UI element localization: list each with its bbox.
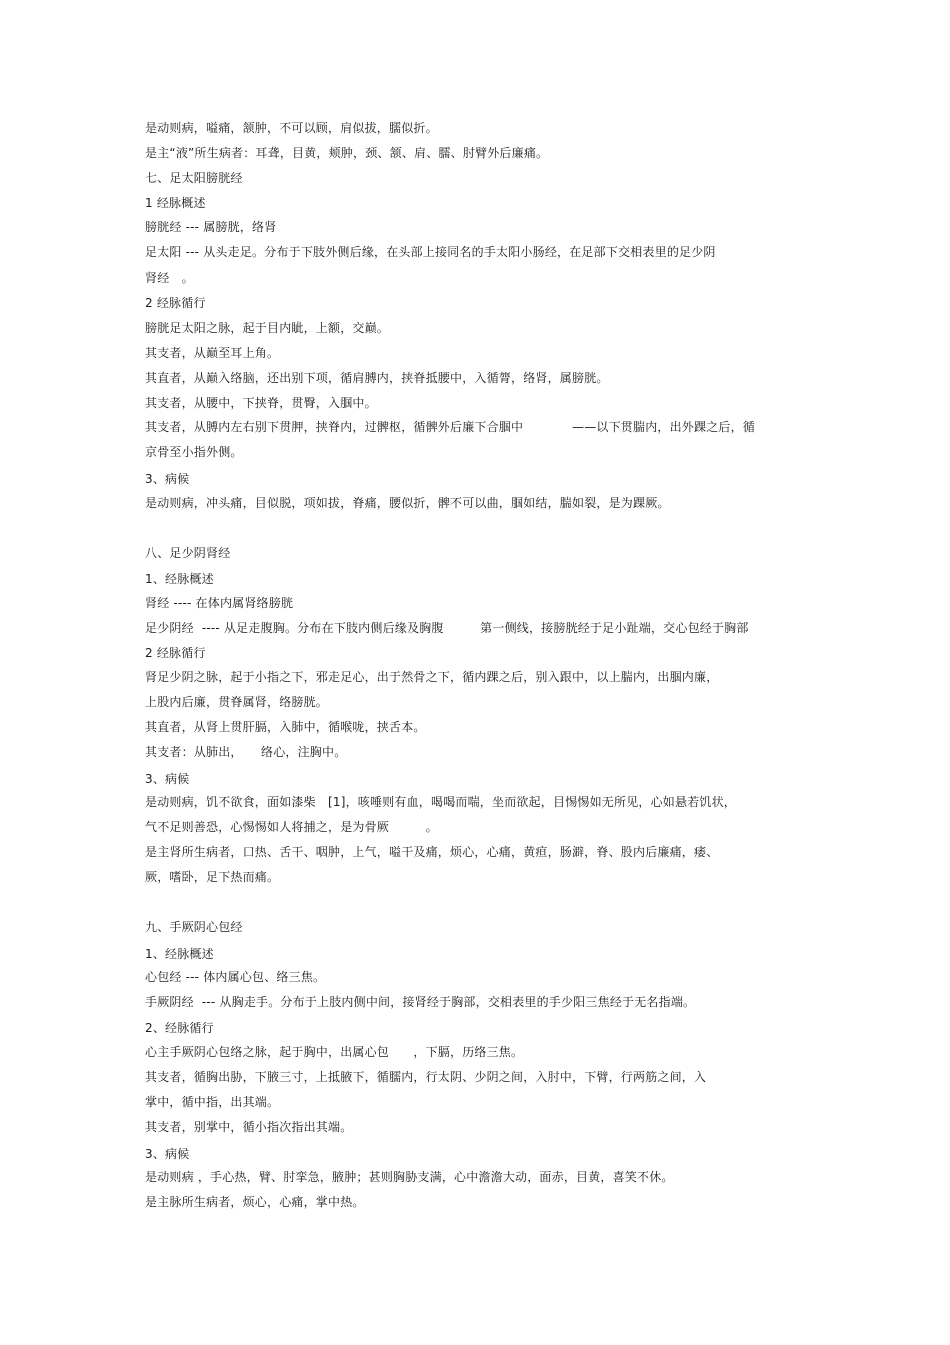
text-line: 心主手厥阴心包络之脉，起于胸中，出属心包 ，下膈，历络三焦。 [145, 1045, 524, 1059]
text-line: 心包经 --- 体内属心包、络三焦。 [145, 970, 326, 984]
text-line: 肾经 。 [145, 271, 194, 285]
text-line: 是动则病，嗌痛，颔肿，不可以顾，肩似拔，臑似折。 [145, 121, 438, 135]
text-line: 膀胱经 --- 属膀胱，络肾 [145, 220, 277, 234]
subsection-heading: 3、病候 [145, 472, 190, 486]
text-line: 足少阴经 ---- 从足走腹胸。分布在下肢内侧后缘及胸腹 第一侧线，接膀胱经于足小趾端，交心包经于胸部 [145, 621, 749, 635]
text-line: 其支者，从膊内左右别下贯胛，挟脊内，过髀枢，循髀外后廉下合腘中 ——以下贯腨内，出外踝之后，循 [145, 420, 756, 434]
text-line: 手厥阴经 --- 从胸走手。分布于上肢内侧中间，接肾经于胸部，交相表里的手少阳三焦经于无名指端。 [145, 995, 696, 1009]
subsection-heading: 1、经脉概述 [145, 947, 214, 961]
text-line: 其支者，从巅至耳上角。 [145, 346, 280, 360]
subsection-heading: 2、经脉循行 [145, 1021, 214, 1035]
text-line: 是主“液”所生病者：耳聋，目黄，颊肿，颈、颔、肩、臑、肘臂外后廉痛。 [145, 146, 549, 160]
text-line: 其支者：从肺出， 络心，注胸中。 [145, 745, 347, 759]
section-heading: 九、手厥阴心包经 [145, 920, 243, 934]
text-line: 肾足少阴之脉，起于小指之下，邪走足心，出于然骨之下，循内踝之后，别入跟中，以上腨内，出腘内廉， [145, 670, 719, 684]
text-line: 是主肾所生病者，口热、舌干、咽肿，上气，嗌干及痛，烦心，心痛，黄疸，肠澼，脊、股内后廉痛，痿、 [145, 845, 719, 859]
text-line: 其支者，别掌中，循小指次指出其端。 [145, 1120, 353, 1134]
subsection-heading: 1 经脉概述 [145, 196, 206, 210]
subsection-heading: 2 经脉循行 [145, 646, 206, 660]
text-line: 肾经 ---- 在体内属肾络膀胱 [145, 596, 294, 610]
text-line: 其直者，从肾上贯肝膈，入肺中，循喉咙，挟舌本。 [145, 720, 426, 734]
text-line: 其直者，从巅入络脑，还出别下项，循肩膊内，挟脊抵腰中，入循膂，络肾，属膀胱。 [145, 371, 609, 385]
section-heading: 七、足太阳膀胱经 [145, 171, 243, 185]
subsection-heading: 2 经脉循行 [145, 296, 206, 310]
subsection-heading: 3、病候 [145, 1147, 190, 1161]
text-line: 京骨至小指外侧。 [145, 445, 243, 459]
text-line: 掌中，循中指，出其端。 [145, 1095, 280, 1109]
text-line: 其支者，从腰中，下挟脊，贯臀，入腘中。 [145, 396, 377, 410]
section-heading: 八、足少阴肾经 [145, 546, 231, 560]
text-line: 气不足则善恐，心惕惕如人将捕之，是为骨厥 。 [145, 820, 438, 834]
text-line: 其支者，循胸出胁，下腋三寸，上抵腋下，循臑内，行太阴、少阴之间，入肘中，下臂，行两筋之间，入 [145, 1070, 707, 1084]
text-line: 是动则病，饥不欲食，面如漆柴 [1]，咳唾则有血，喝喝而喘，坐而欲起，目惕惕如无所见，心如悬若饥状， [145, 795, 737, 809]
text-line: 厥，嗜卧，足下热而痛。 [145, 870, 280, 884]
text-line: 膀胱足太阳之脉，起于目内眦，上额，交巅。 [145, 321, 390, 335]
text-line: 是主脉所生病者，烦心，心痛，掌中热。 [145, 1195, 365, 1209]
text-line: 是动则病 ，手心热，臂、肘挛急，腋肿；甚则胸胁支满，心中澹澹大动，面赤，目黄，喜笑不休。 [145, 1170, 674, 1184]
subsection-heading: 1、经脉概述 [145, 572, 214, 586]
subsection-heading: 3、病候 [145, 772, 190, 786]
text-line: 足太阳 --- 从头走足。分布于下肢外侧后缘，在头部上接同名的手太阳小肠经，在足部下交相表里的足少阴 [145, 245, 716, 259]
text-line: 上股内后廉，贯脊属肾，络膀胱。 [145, 695, 329, 709]
text-line: 是动则病，冲头痛，目似脱，项如拔，脊痛，腰似折，髀不可以曲，腘如结，腨如裂，是为踝厥。 [145, 496, 670, 510]
